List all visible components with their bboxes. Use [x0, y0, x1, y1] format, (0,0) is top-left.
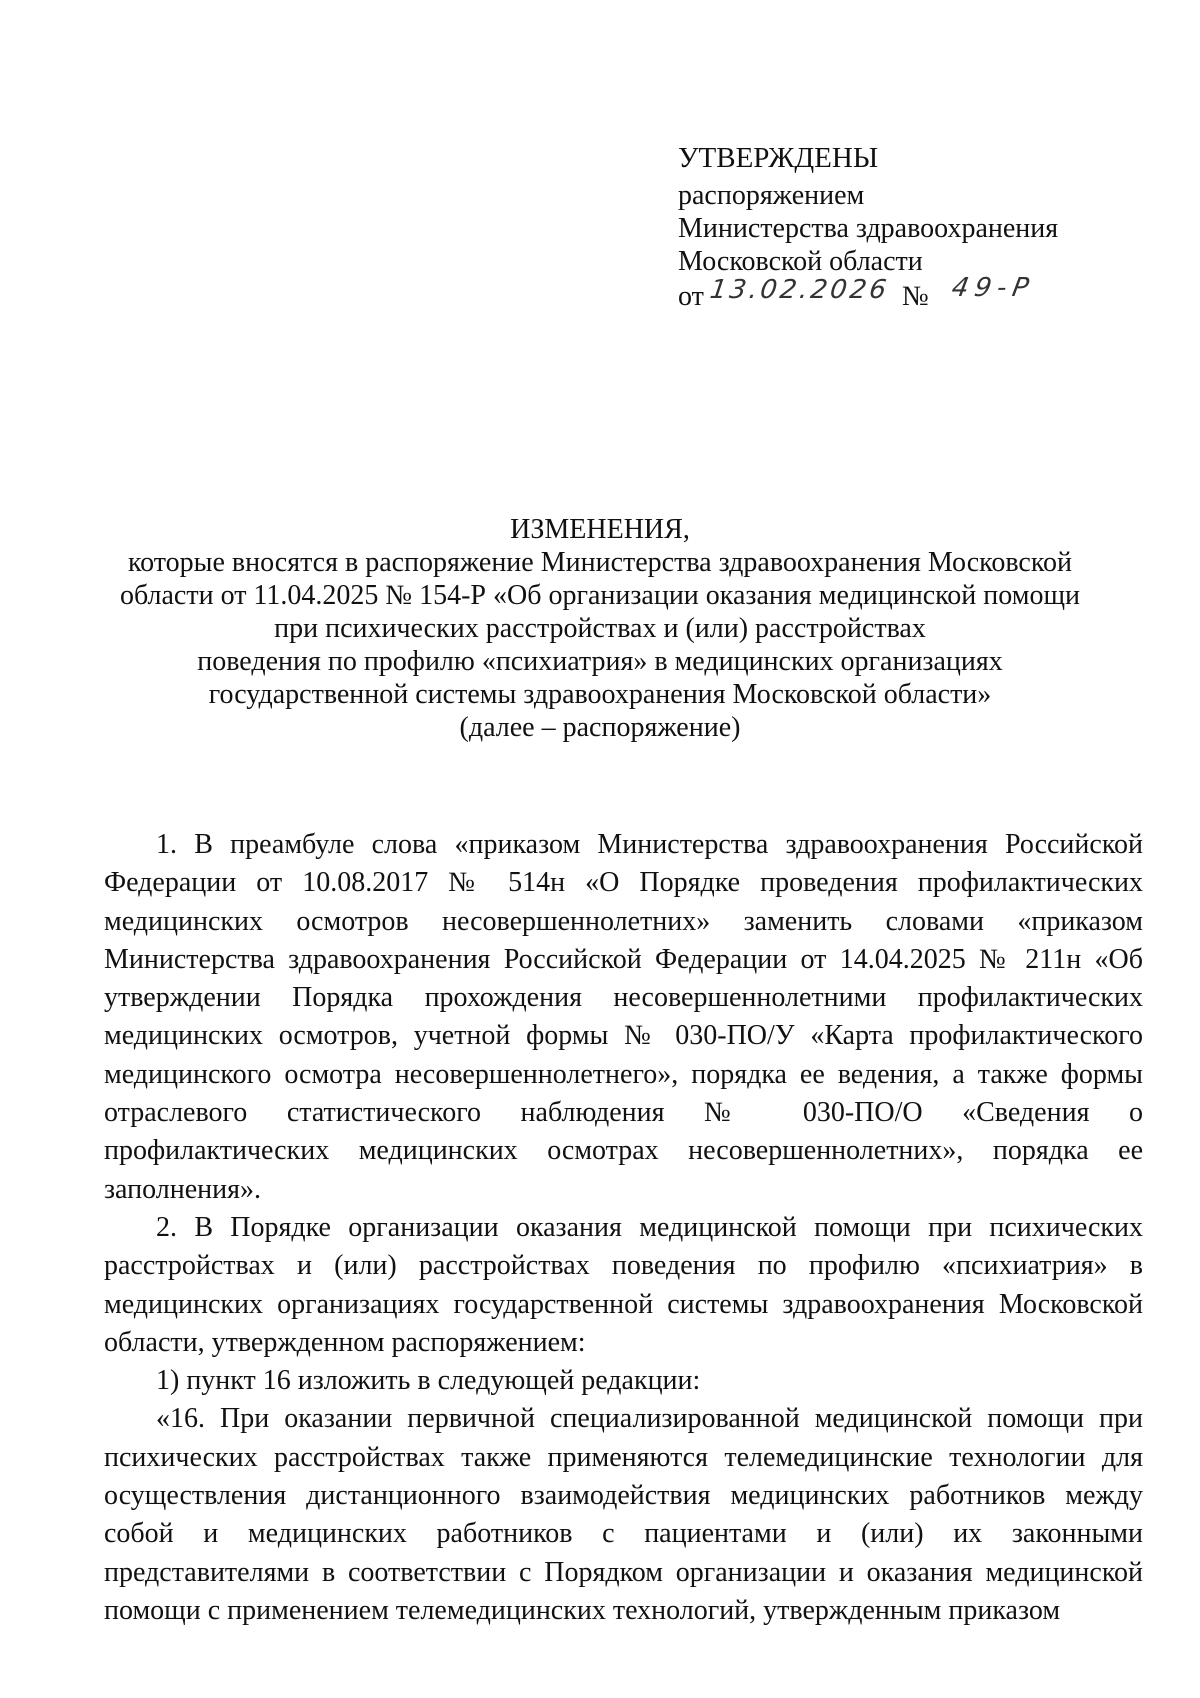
- document-heading: [100, 513, 1100, 744]
- number-label: №: [902, 281, 929, 312]
- approval-line-1: распоряжением: [678, 180, 865, 211]
- paragraph-2: 2. В Порядке организации оказания медицинской помощи при психических расстройствах и (или) расстройствах поведения по профилю «психиатрия» в медицинских организациях государственной системы здравоохранения Московской области, утвержденном распоряжением:: [104, 1211, 1143, 1358]
- approval-title: УТВЕРЖДЕНЫ: [678, 142, 879, 174]
- heading-title: ИЗМЕНЕНИЯ,: [510, 514, 690, 545]
- approval-line-2: Министерства здравоохранения: [678, 213, 1059, 244]
- approval-date-line: [678, 273, 1058, 314]
- date-prefix: от: [678, 281, 704, 312]
- approval-block: [678, 142, 1058, 314]
- approval-line-3: Московской области: [678, 246, 923, 277]
- handwritten-number: 49-Р: [949, 273, 1037, 303]
- paragraph-4: «16. При оказании первичной специализированной медицинской помощи при психических расстройствах также применяются телемедицинские технологии для осуществления дистанционного взаимодействия медицинских работников между собой и медицинских работников с пациентами и (или) их законными представителями в соответствии с Порядком организации и оказания медицинской помощи с применением телемедицинских технологий, утвержденным приказом: [104, 1403, 1143, 1626]
- document-body: [104, 826, 1143, 1630]
- heading-line-5: государственной системы здравоохранения Московской области»: [208, 679, 992, 710]
- heading-line-3: при психических расстройствах и (или) расстройствах: [274, 613, 926, 644]
- paragraph-3: 1) пункт 16 изложить в следующей редакции:: [156, 1365, 701, 1397]
- heading-line-1: которые вносятся в распоряжение Министерства здравоохранения Московской: [127, 547, 1073, 578]
- paragraph-1: 1. В преамбуле слова «приказом Министерства здравоохранения Российской Федерации от 10.08.2017 № 514н «О Порядке проведения профилактических медицинских осмотров несовершеннолетних» заменить словами «приказом Министерства здравоохранения Российской Федерации от 14.04.2025 № 211н «Об утверждении Порядка прохождения несовершеннолетними профилактических медицинских осмотров, учетной формы № 030-ПО/У «Карта профилактического медицинского осмотра несовершеннолетнего», порядка ее ведения, а также формы отраслевого статистического наблюдения № 030-ПО/О «Сведения о профилактических медицинских осмотрах несовершеннолетних», порядка ее заполнения».: [104, 829, 1143, 1205]
- heading-line-6: (далее – распоряжение): [459, 712, 741, 743]
- heading-line-4: поведения по профилю «психиатрия» в медицинских организациях: [197, 646, 1003, 677]
- heading-line-2: области от 11.04.2025 № 154-Р «Об организации оказания медицинской помощи: [119, 580, 1081, 611]
- handwritten-date: 13.02.2026: [707, 275, 892, 305]
